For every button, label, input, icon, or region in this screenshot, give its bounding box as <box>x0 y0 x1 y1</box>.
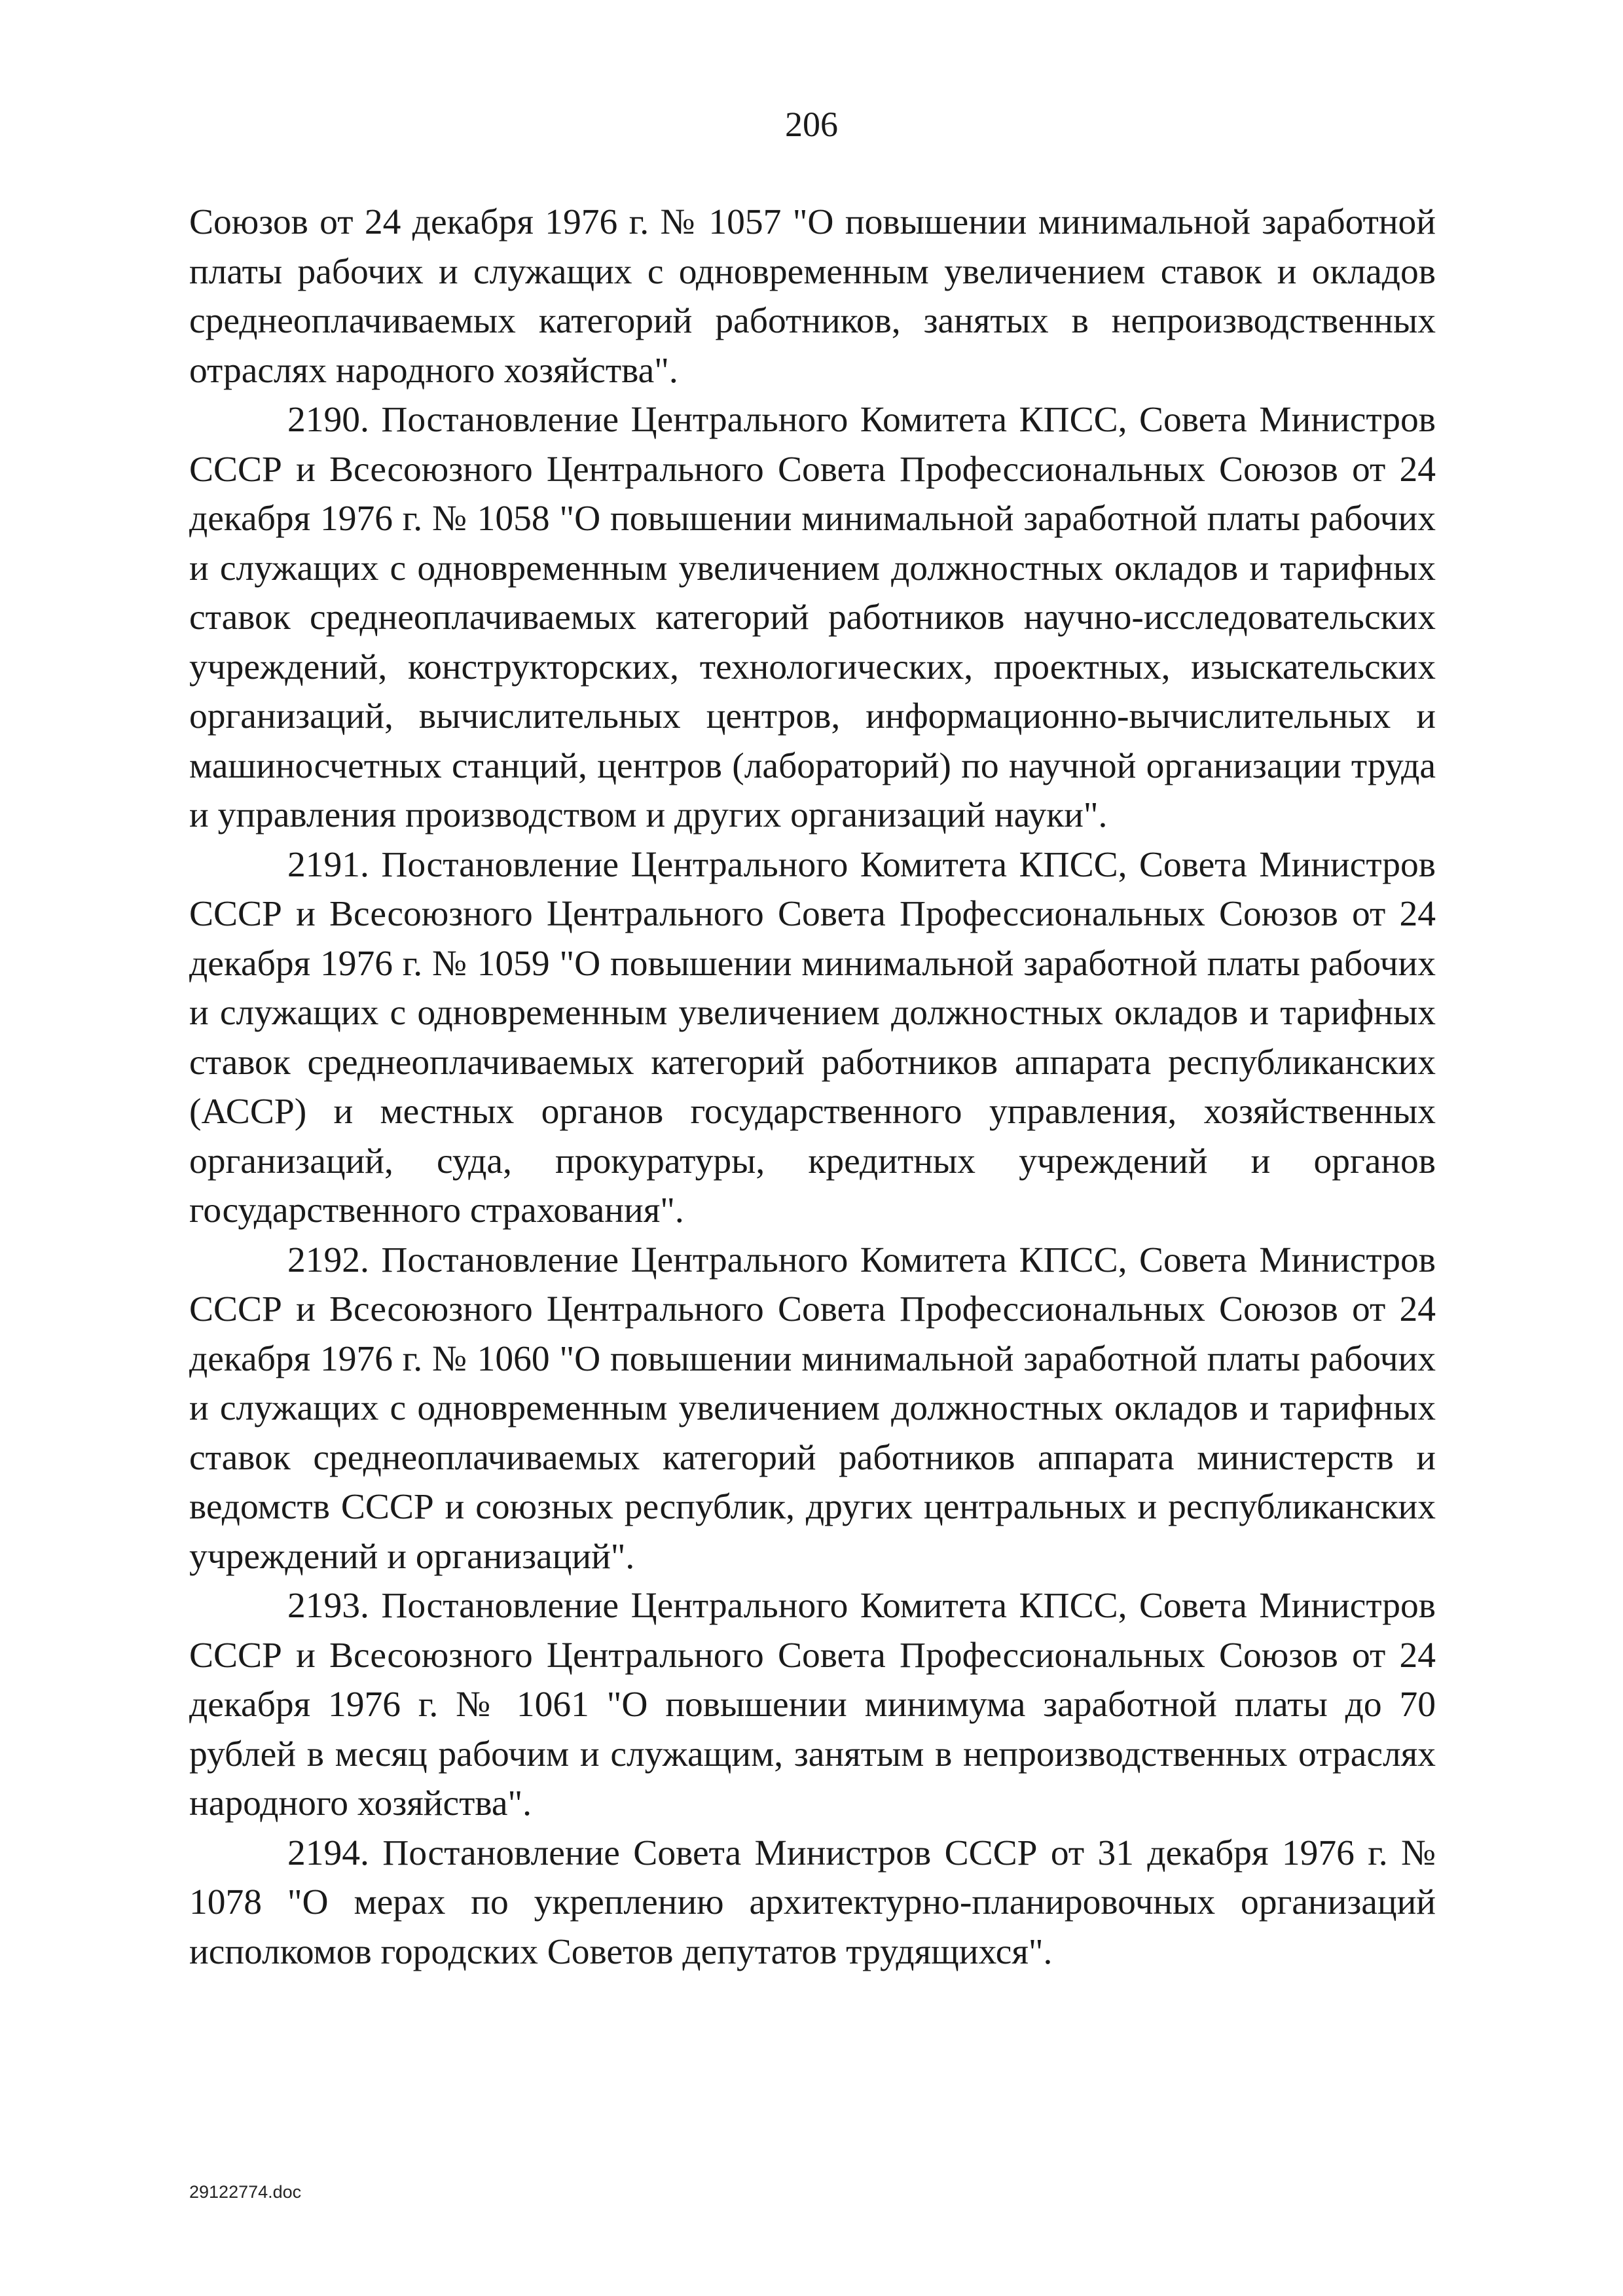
page-number: 206 <box>785 105 838 144</box>
paragraph-item-2193: 2193. Постановление Центрального Комитета КПСС, Совета Министров СССР и Всесоюзного Центрального Совета Профессиональных Союзов от 24 декабря 1976 г. № 1061 "О повышении минимума заработной платы до 70 рублей в месяц рабочим и служащим, занятым в непроизводственных отраслях народного хозяйства". <box>189 1586 1436 1823</box>
footer-filename: 29122774.doc <box>189 2182 302 2202</box>
paragraph-item-2192: 2192. Постановление Центрального Комитета КПСС, Совета Министров СССР и Всесоюзного Центрального Совета Профессиональных Союзов от 24 декабря 1976 г. № 1060 "О повышении минимальной заработной платы рабочих и служащих с одновременным увеличением должностных окладов и тарифных ставок среднеоплачиваемых категорий работников аппарата министерств и ведомств СССР и союзных республик, других центральных и республиканских учреждений и организаций". <box>189 1240 1436 1577</box>
paragraph-item-2194: 2194. Постановление Совета Министров СССР от 31 декабря 1976 г. № 1078 "О мерах по укреплению архитектурно-планировочных организаций исполкомов городских Советов депутатов трудящихся". <box>189 1833 1436 1972</box>
document-body <box>189 198 1436 1977</box>
paragraph-continuation: Союзов от 24 декабря 1976 г. № 1057 "О повышении минимальной заработной платы рабочих и служащих с одновременным увеличением ставок и окладов среднеоплачиваемых категорий работников, занятых в непроизводственных отраслях народного хозяйства". <box>189 202 1436 391</box>
paragraph-item-2191: 2191. Постановление Центрального Комитета КПСС, Совета Министров СССР и Всесоюзного Центрального Совета Профессиональных Союзов от 24 декабря 1976 г. № 1059 "О повышении минимальной заработной платы рабочих и служащих с одновременным увеличением должностных окладов и тарифных ставок среднеоплачиваемых категорий работников аппарата республиканских (АССР) и местных органов государственного управления, хозяйственных организаций, суда, прокуратуры, кредитных учреждений и органов государственного страхования". <box>189 844 1436 1230</box>
paragraph-item-2190: 2190. Постановление Центрального Комитета КПСС, Совета Министров СССР и Всесоюзного Центрального Совета Профессиональных Союзов от 24 декабря 1976 г. № 1058 "О повышении минимальной заработной платы рабочих и служащих с одновременным увеличением должностных окладов и тарифных ставок среднеоплачиваемых категорий работников научно-исследовательских учреждений, конструкторских, технологических, проектных, изыскательских организаций, вычислительных центров, информационно-вычислительных и машиносчетных станций, центров (лабораторий) по научной организации труда и управления производством и других организаций науки". <box>189 400 1436 835</box>
